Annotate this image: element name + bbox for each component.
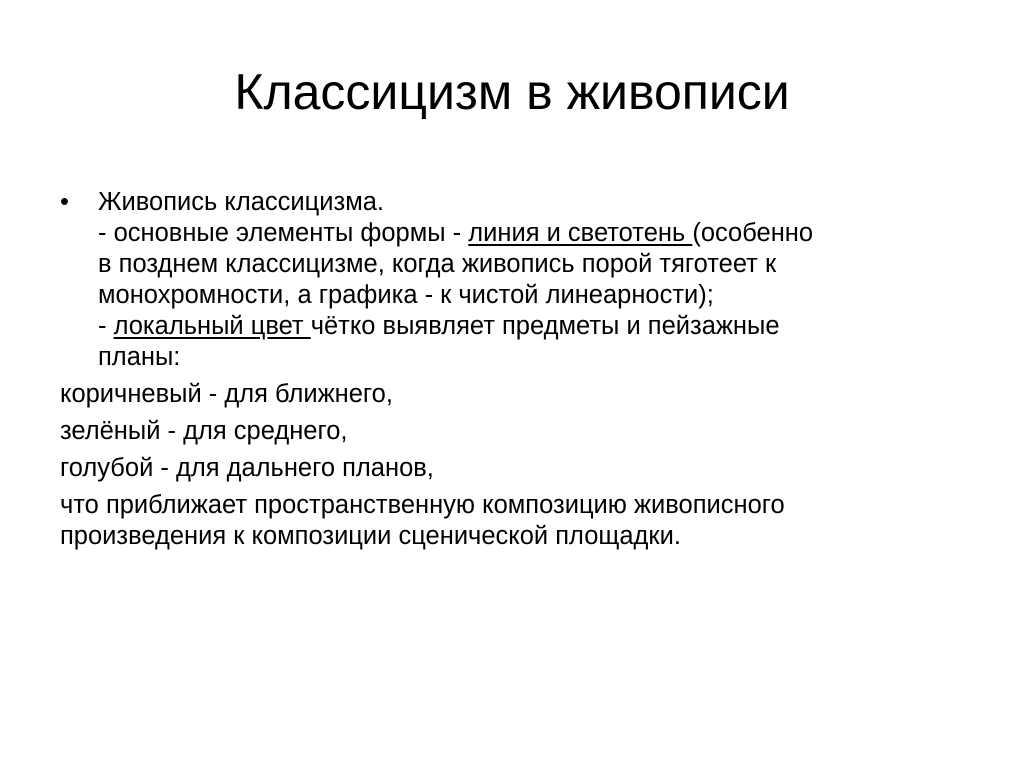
slide-body	[60, 187, 980, 552]
bullet-line-5-prefix: -	[98, 312, 114, 340]
paragraph-conclusion-line-1: что приближает пространственную композицию живописного	[60, 491, 785, 519]
bullet-line-2	[98, 218, 980, 249]
paragraph-blue-text: голубой - для дальнего планов,	[60, 454, 434, 482]
link-local-color[interactable]: локальный цвет	[113, 312, 311, 340]
bullet-icon: •	[60, 188, 69, 216]
paragraph-conclusion-line-2: произведения к композиции сценической площадки.	[60, 522, 681, 550]
bullet-line-3: в позднем классицизме, когда живопись порой тяготеет к	[98, 250, 777, 278]
slide-title: Классицизм в живописи	[234, 64, 790, 120]
bullet-line-5-suffix: чётко выявляет предметы и пейзажные	[310, 312, 780, 340]
paragraph-blue	[60, 453, 980, 484]
paragraph-green	[60, 416, 980, 447]
paragraph-conclusion	[60, 490, 980, 552]
paragraph-brown-text: коричневый - для ближнего,	[60, 380, 393, 408]
paragraph-green-text: зелёный - для среднего,	[60, 417, 348, 445]
bullet-line-2-suffix: (особенно	[692, 219, 814, 247]
link-line-and-chiaroscuro[interactable]: линия и светотень	[468, 219, 693, 247]
bullet-line-2-prefix: - основные элементы формы -	[98, 219, 469, 247]
bullet-line-1: Живопись классицизма.	[98, 188, 384, 216]
bullet-line-4: монохромности, а графика - к чистой линеарности);	[98, 281, 714, 309]
bullet-line-5	[98, 311, 980, 342]
bullet-line-6: планы:	[98, 343, 181, 371]
paragraph-brown	[60, 379, 980, 410]
bullet-item	[60, 187, 980, 373]
